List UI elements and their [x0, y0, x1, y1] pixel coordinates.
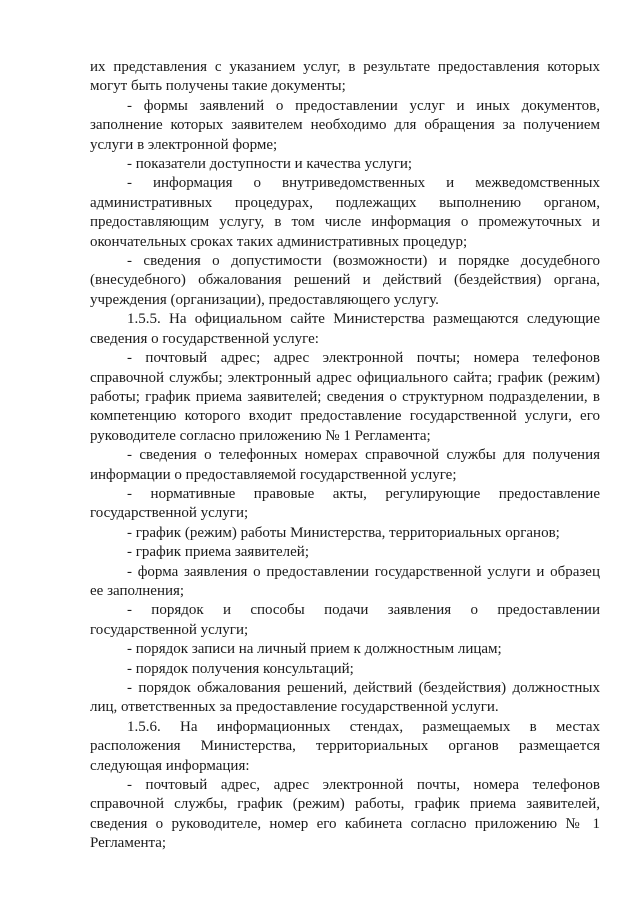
- section-1-5-6-heading: 1.5.6. На информационных стендах, размещаемых в местах расположения Министерства, территориальных органов размещается следующая информация:: [90, 718, 600, 774]
- list-item-appeal-decisions: - порядок обжалования решений, действий (бездействия) должностных лиц, ответственных за предоставление государственной услуги.: [90, 680, 600, 716]
- list-item-personal-appointment: - порядок записи на личный прием к должностным лицам;: [127, 641, 502, 658]
- list-item-submission-methods: - порядок и способы подачи заявления о предоставлении государственной услуги;: [90, 602, 600, 638]
- list-item-legal-acts: - нормативные правовые акты, регулирующие предоставление государственной услуги;: [90, 485, 600, 522]
- list-item-stand-information: - почтовый адрес, адрес электронной почты, номера телефонов справочной службы, график (режим) работы, график приема заявителей, сведения о руководителе, номер его кабинета согласно приложению № 1 Регламента;: [90, 777, 600, 852]
- paragraph-continuation: их представления с указанием услуг, в результате предоставления которых могут быть получены такие документы;: [90, 59, 600, 95]
- section-1-5-5-heading: 1.5.5. На официальном сайте Министерства размещаются следующие сведения о государственной услуге:: [90, 311, 600, 347]
- list-item-appeal-procedure: - сведения о допустимости (возможности) и порядке досудебного (внесудебного) обжалования решений и действий (бездействия) органа, учреждения (организации), предоставляющего услугу.: [90, 253, 600, 308]
- list-item-consultations: - порядок получения консультаций;: [127, 660, 354, 677]
- list-item-phone-numbers: - сведения о телефонных номерах справочной службы для получения информации о предоставляемой государственной услуге;: [90, 447, 600, 483]
- list-item-postal-address: - почтовый адрес; адрес электронной почты; номера телефонов справочной службы; электронный адрес официального сайта; график (режим) работы; график приема заявителей; сведения о структурном подразделении, в компетенцию которого входит предоставление государственной услуги, его руководителе согласно приложению № 1 Регламента;: [90, 350, 600, 444]
- list-item-administrative-procedures: - информация о внутриведомственных и межведомственных административных процедурах, подлежащих выполнению органом, предоставляющим услугу, в том числе информация о промежуточных и окончательных сроках таких административных процедур;: [90, 175, 600, 250]
- list-item-reception-schedule: - график приема заявителей;: [127, 544, 309, 561]
- list-item-application-forms: - формы заявлений о предоставлении услуг и иных документов, заполнение которых заявителем необходимо для обращения за получением услуги в электронной форме;: [90, 97, 600, 153]
- document-body: [90, 58, 600, 854]
- list-item-quality-indicators: - показатели доступности и качества услуги;: [127, 156, 413, 173]
- list-item-work-schedule: - график (режим) работы Министерства, территориальных органов;: [127, 524, 560, 541]
- list-item-application-form-sample: - форма заявления о предоставлении государственной услуги и образец ее заполнения;: [90, 563, 600, 599]
